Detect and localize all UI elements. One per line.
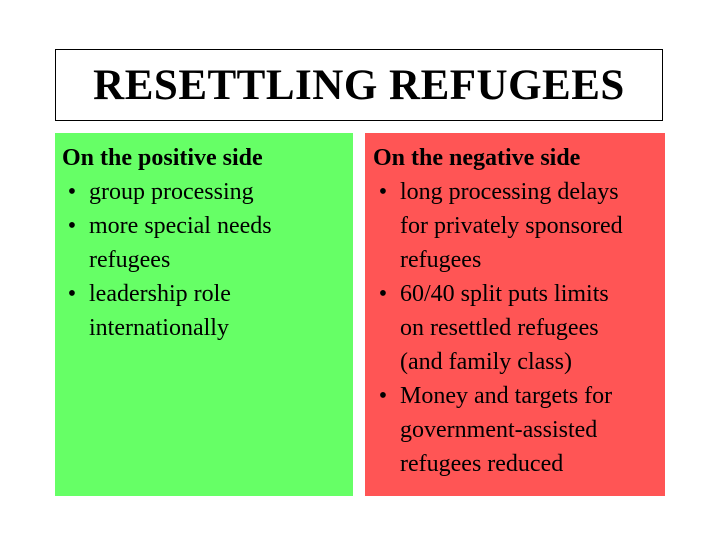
bullet-text-line: 60/40 split puts limits bbox=[400, 281, 609, 307]
positive-side-panel bbox=[55, 133, 353, 496]
bullet-icon: • bbox=[378, 281, 388, 307]
bullet-icon: • bbox=[67, 281, 77, 307]
negative-bullet-item bbox=[373, 277, 665, 379]
positive-side-heading: On the positive side bbox=[62, 145, 263, 171]
bullet-icon: • bbox=[67, 213, 77, 239]
slide-title: RESETTLING REFUGEES bbox=[93, 61, 625, 109]
bullet-icon: • bbox=[378, 383, 388, 409]
bullet-text-line: internationally bbox=[89, 315, 229, 341]
positive-bullet-item bbox=[62, 175, 353, 209]
bullet-text-line: refugees bbox=[89, 247, 171, 273]
bullet-text-line: more special needs bbox=[89, 213, 272, 239]
bullet-text-line: refugees bbox=[400, 247, 482, 273]
bullet-text-line: (and family class) bbox=[400, 349, 572, 375]
bullet-icon: • bbox=[378, 179, 388, 205]
negative-side-panel bbox=[365, 133, 665, 496]
bullet-text-line: on resettled refugees bbox=[400, 315, 599, 341]
positive-bullet-item bbox=[62, 277, 353, 345]
negative-side-heading: On the negative side bbox=[373, 145, 581, 171]
negative-bullet-item bbox=[373, 175, 665, 277]
bullet-text-line: for privately sponsored bbox=[400, 213, 623, 239]
title-box bbox=[55, 49, 663, 121]
bullet-text-line: leadership role bbox=[89, 281, 231, 307]
bullet-text-line: government-assisted bbox=[400, 417, 598, 443]
positive-bullet-item bbox=[62, 209, 353, 277]
bullet-text-line: group processing bbox=[89, 179, 254, 205]
bullet-text-line: long processing delays bbox=[400, 179, 619, 205]
bullet-icon: • bbox=[67, 179, 77, 205]
bullet-text-line: refugees reduced bbox=[400, 451, 564, 477]
negative-bullet-item bbox=[373, 379, 665, 481]
positive-bullet-list bbox=[62, 175, 353, 345]
bullet-text-line: Money and targets for bbox=[400, 383, 613, 409]
negative-bullet-list bbox=[373, 175, 665, 481]
